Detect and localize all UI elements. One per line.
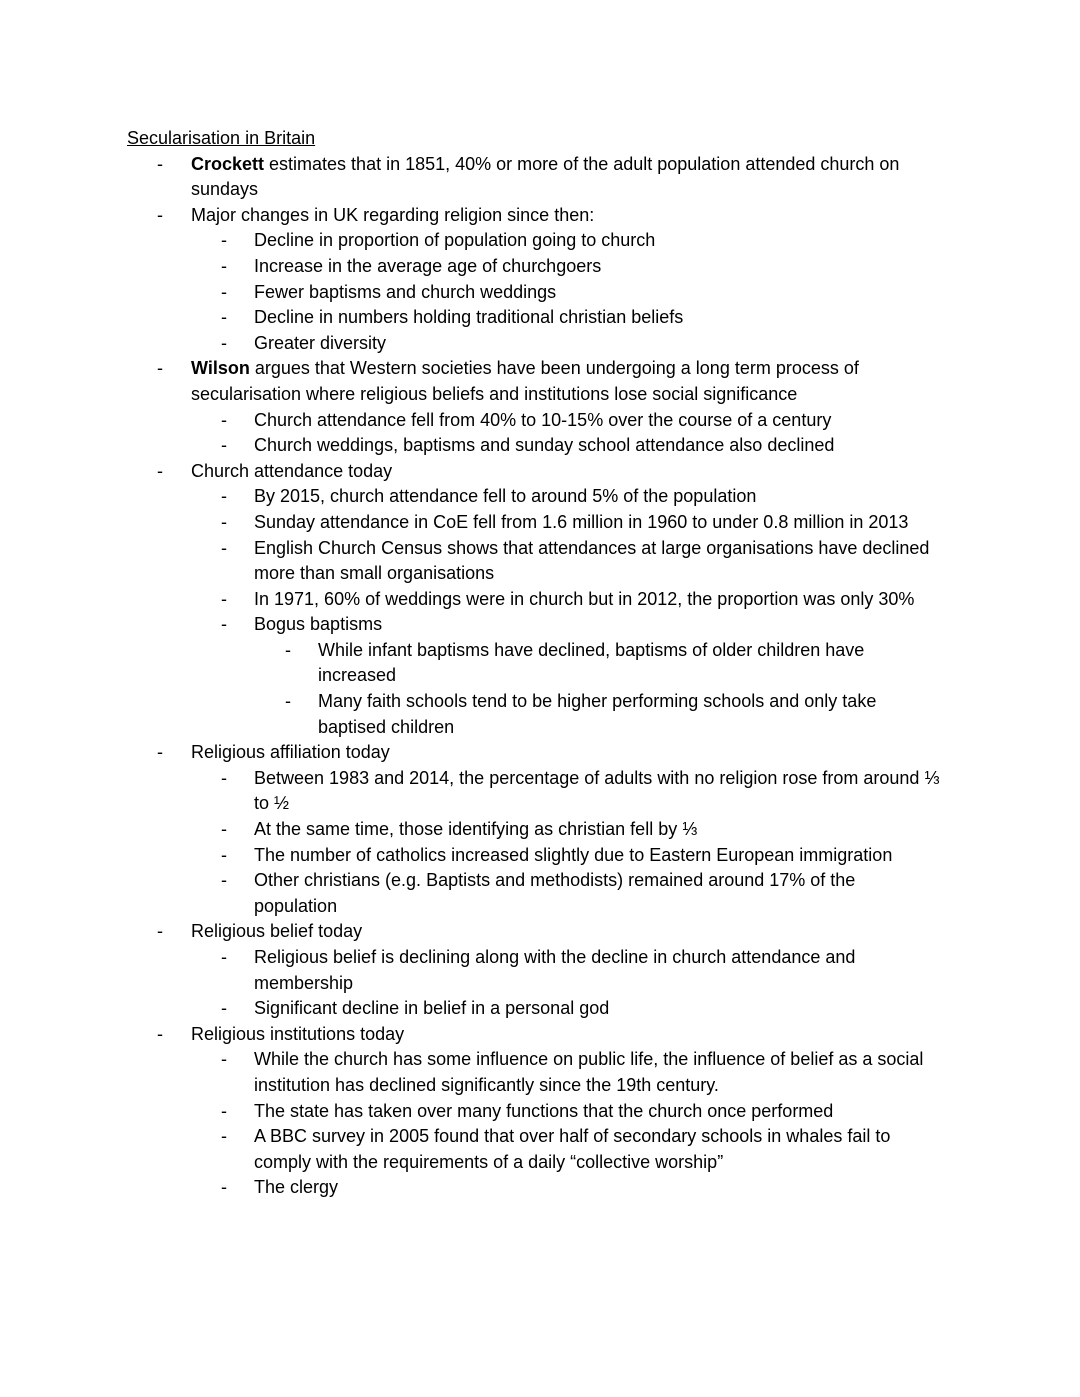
list-item-text: Other christians (e.g. Baptists and methodists) remained around 17% of the population <box>254 870 856 916</box>
list-item-text: Church attendance fell from 40% to 10-15% over the course of a century <box>254 409 832 430</box>
list-item-text: argues that Western societies have been undergoing a long term process of secularisation where religious beliefs and institutions lose social significance <box>191 358 859 404</box>
list-item <box>0 612 943 740</box>
list-item <box>0 1175 943 1201</box>
list-item <box>0 536 943 587</box>
list-item <box>0 1124 943 1175</box>
bullet-dash: - <box>221 614 227 635</box>
bullet-dash: - <box>221 255 227 276</box>
list-item-text: Church weddings, baptisms and sunday school attendance also declined <box>254 435 835 456</box>
list-item-text: Increase in the average age of churchgoers <box>254 255 602 276</box>
list-item <box>0 305 943 331</box>
list-item-text: Sunday attendance in CoE fell from 1.6 million in 1960 to under 0.8 million in 2013 <box>254 511 909 532</box>
list-item <box>0 254 943 280</box>
list-item-text: Bogus baptisms <box>254 614 383 635</box>
main-bullet-list <box>0 152 1080 1201</box>
list-item-text: Decline in proportion of population going to church <box>254 230 656 251</box>
bullet-dash: - <box>221 230 227 251</box>
list-item <box>0 689 943 740</box>
list-item-text: Church attendance today <box>191 460 393 481</box>
list-item <box>0 587 943 613</box>
list-item-text: Religious institutions today <box>191 1023 405 1044</box>
list-item <box>0 1099 943 1125</box>
bullet-dash: - <box>221 435 227 456</box>
list-item <box>0 843 954 869</box>
list-item <box>0 228 943 254</box>
list-item-text: Significant decline in belief in a personal god <box>254 998 610 1019</box>
list-item-text: English Church Census shows that attendances at large organisations have declined more than small organisations <box>254 537 930 584</box>
sub-bullet-list <box>191 766 943 920</box>
list-item <box>0 459 943 741</box>
sub-sub-bullet-list <box>254 638 943 740</box>
bullet-dash: - <box>221 511 227 532</box>
list-item <box>0 484 943 510</box>
list-item-text: Major changes in UK regarding religion since then: <box>191 204 595 225</box>
list-item-text: At the same time, those identifying as christian fell by ⅓ <box>254 819 698 840</box>
list-item-text: Fewer baptisms and church weddings <box>254 281 557 302</box>
list-item-text: Religious belief is declining along with the decline in church attendance and membership <box>254 947 856 993</box>
page-title: Secularisation in Britain <box>127 128 316 148</box>
sub-bullet-list <box>191 945 943 1022</box>
list-item <box>0 945 943 996</box>
bullet-dash: - <box>221 281 227 302</box>
list-item-text: The state has taken over many functions that the church once performed <box>254 1100 834 1121</box>
list-item <box>0 331 943 357</box>
list-item <box>0 433 943 459</box>
bullet-dash: - <box>157 153 163 174</box>
list-item <box>0 919 943 1021</box>
bullet-dash: - <box>221 409 227 430</box>
bullet-dash: - <box>221 947 227 967</box>
list-item-text: In 1971, 60% of weddings were in church but in 2012, the proportion was only 30% <box>254 588 915 609</box>
bold-name: Wilson <box>191 358 250 379</box>
list-item <box>0 280 943 306</box>
list-item <box>0 1047 943 1098</box>
bullet-dash: - <box>221 819 227 840</box>
list-item <box>0 152 943 203</box>
list-item <box>0 766 943 817</box>
bullet-dash: - <box>221 1126 227 1147</box>
list-item-text: The number of catholics increased slightly due to Eastern European immigration <box>254 844 893 865</box>
list-item-text: Many faith schools tend to be higher performing schools and only take baptised children <box>318 691 877 737</box>
sub-bullet-list <box>191 228 943 356</box>
list-item-text: A BBC survey in 2005 found that over half of secondary schools in whales fail to comply with the requirements of a daily “collective worship” <box>254 1126 891 1172</box>
sub-bullet-list <box>191 408 943 459</box>
list-item <box>0 868 943 919</box>
list-item-text: Between 1983 and 2014, the percentage of adults with no religion rose from around ⅓ to ½ <box>254 767 940 814</box>
bullet-dash: - <box>221 486 227 507</box>
bullet-dash: - <box>221 844 227 865</box>
list-item-text: Religious belief today <box>191 921 363 942</box>
list-item-text: While infant baptisms have declined, baptisms of older children have increased <box>318 639 865 686</box>
bullet-dash: - <box>285 639 291 660</box>
list-item-text: While the church has some influence on public life, the influence of belief as a social institution has declined significantly since the 19th century. <box>254 1049 924 1095</box>
list-item <box>0 817 943 843</box>
bullet-dash: - <box>221 588 227 609</box>
bullet-dash: - <box>221 332 227 353</box>
list-item <box>0 638 943 689</box>
bullet-dash: - <box>157 742 163 763</box>
bullet-dash: - <box>221 767 227 788</box>
bullet-dash: - <box>157 1023 163 1044</box>
list-item-text: The clergy <box>254 1177 339 1198</box>
list-item <box>0 1022 943 1201</box>
sub-bullet-list <box>191 1047 943 1201</box>
bullet-dash: - <box>157 358 163 379</box>
bullet-dash: - <box>157 921 163 942</box>
list-item <box>0 408 943 434</box>
bullet-dash: - <box>157 460 163 481</box>
bullet-dash: - <box>221 870 227 891</box>
bullet-dash: - <box>221 1100 227 1121</box>
bullet-dash: - <box>157 204 163 225</box>
bullet-dash: - <box>221 998 227 1019</box>
bullet-dash: - <box>221 537 227 558</box>
list-item <box>0 510 943 536</box>
bullet-dash: - <box>221 1177 227 1198</box>
list-item <box>0 740 943 919</box>
list-item-text: estimates that in 1851, 40% or more of the adult population attended church on sundays <box>191 153 900 200</box>
list-item <box>0 356 943 458</box>
bullet-dash: - <box>285 691 291 712</box>
list-item-text: Decline in numbers holding traditional christian beliefs <box>254 307 684 328</box>
list-item-text: By 2015, church attendance fell to around 5% of the population <box>254 486 757 507</box>
list-item <box>0 996 943 1022</box>
sub-bullet-list <box>191 484 943 740</box>
bullet-dash: - <box>221 307 227 328</box>
list-item-text: Greater diversity <box>254 332 387 353</box>
list-item <box>0 203 943 357</box>
list-item-text: Religious affiliation today <box>191 742 390 763</box>
bold-name: Crockett <box>191 153 265 174</box>
bullet-dash: - <box>221 1049 227 1070</box>
